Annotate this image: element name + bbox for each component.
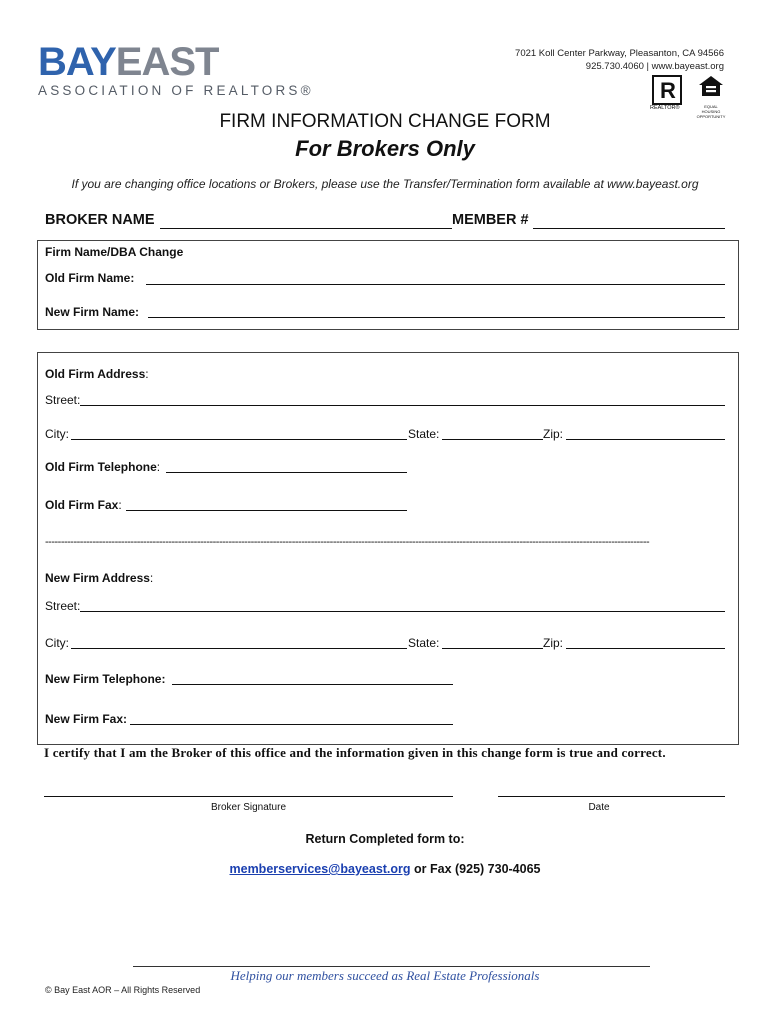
firm-address-change-section bbox=[37, 352, 739, 745]
broker-name-field[interactable] bbox=[160, 228, 452, 229]
broker-signature-field[interactable] bbox=[44, 796, 453, 797]
realtor-caption: REALTOR® bbox=[650, 105, 680, 111]
new-city-field[interactable] bbox=[71, 648, 407, 649]
logo-east: EAST bbox=[115, 40, 219, 84]
old-state-field[interactable] bbox=[442, 439, 543, 440]
address-line-2: 925.730.4060 | www.bayeast.org bbox=[585, 61, 724, 72]
date-field[interactable] bbox=[498, 796, 725, 797]
old-street-field[interactable] bbox=[80, 405, 725, 406]
return-instructions: Return Completed form to: bbox=[305, 832, 465, 846]
contact-line bbox=[0, 862, 770, 876]
fax-number: or Fax (925) 730-4065 bbox=[410, 862, 541, 876]
equal-housing-caption: EQUAL HOUSING OPPORTUNITY bbox=[696, 104, 726, 119]
new-firm-telephone-field[interactable] bbox=[172, 684, 453, 685]
new-firm-name-label: New Firm Name: bbox=[45, 305, 140, 319]
old-firm-address-label: Old Firm Address: bbox=[45, 367, 149, 381]
equal-housing-icon bbox=[698, 75, 724, 105]
firm-name-change-heading: Firm Name/DBA Change bbox=[45, 245, 184, 259]
old-firm-name-field[interactable] bbox=[146, 284, 725, 285]
new-firm-telephone-label: New Firm Telephone: bbox=[45, 672, 166, 686]
new-firm-fax-label: New Firm Fax: bbox=[45, 712, 128, 726]
address-line-1: 7021 Koll Center Parkway, Pleasanton, CA 94566 bbox=[515, 48, 724, 59]
new-city-label: City: bbox=[45, 636, 69, 650]
certification-statement: I certify that I am the Broker of this office and the information given in this change form is true and correct. bbox=[44, 745, 666, 760]
organization-address bbox=[515, 47, 724, 73]
bay-east-logo bbox=[38, 42, 218, 82]
old-zip-label: Zip: bbox=[543, 427, 564, 441]
new-street-label: Street: bbox=[45, 599, 81, 613]
new-zip-field[interactable] bbox=[566, 648, 725, 649]
broker-signature-caption: Broker Signature bbox=[210, 802, 287, 813]
date-caption: Date bbox=[588, 802, 610, 813]
old-street-label: Street: bbox=[45, 393, 81, 407]
old-zip-field[interactable] bbox=[566, 439, 725, 440]
new-zip-label: Zip: bbox=[543, 636, 564, 650]
form-subtitle: For Brokers Only bbox=[295, 136, 475, 161]
member-services-email-link[interactable]: memberservices@bayeast.org bbox=[229, 862, 411, 876]
logo-subtitle: ASSOCIATION OF REALTORS® bbox=[38, 83, 314, 98]
old-city-field[interactable] bbox=[71, 439, 407, 440]
section-divider: ----------------------------------------------------------------------------------------------------------------------------------------------------------------------------------------------- bbox=[45, 536, 650, 548]
footer-tagline: Helping our members succeed as Real Estate Professionals bbox=[230, 968, 540, 983]
transfer-notice: If you are changing office locations or Brokers, please use the Transfer/Termination form available at www.bayeast.org bbox=[71, 177, 699, 191]
broker-name-label: BROKER NAME bbox=[45, 212, 155, 228]
old-firm-name-label: Old Firm Name: bbox=[45, 271, 135, 285]
new-state-label: State: bbox=[408, 636, 440, 650]
old-city-label: City: bbox=[45, 427, 69, 441]
new-firm-name-field[interactable] bbox=[148, 317, 725, 318]
footer-divider bbox=[133, 966, 650, 967]
new-state-field[interactable] bbox=[442, 648, 543, 649]
form-title: FIRM INFORMATION CHANGE FORM bbox=[219, 111, 551, 132]
new-firm-address-label: New Firm Address: bbox=[45, 571, 154, 585]
new-firm-fax-field[interactable] bbox=[130, 724, 453, 725]
realtor-logo-icon: R bbox=[652, 75, 682, 105]
logo-bay: BAY bbox=[38, 40, 116, 84]
copyright-notice: © Bay East AOR – All Rights Reserved bbox=[45, 985, 201, 995]
old-firm-telephone-field[interactable] bbox=[166, 472, 407, 473]
member-number-label: MEMBER # bbox=[452, 212, 529, 228]
old-firm-telephone-label: Old Firm Telephone: bbox=[45, 460, 161, 474]
member-number-field[interactable] bbox=[533, 228, 725, 229]
new-street-field[interactable] bbox=[80, 611, 725, 612]
old-state-label: State: bbox=[408, 427, 440, 441]
old-firm-fax-label: Old Firm Fax: bbox=[45, 498, 122, 512]
old-firm-fax-field[interactable] bbox=[126, 510, 407, 511]
